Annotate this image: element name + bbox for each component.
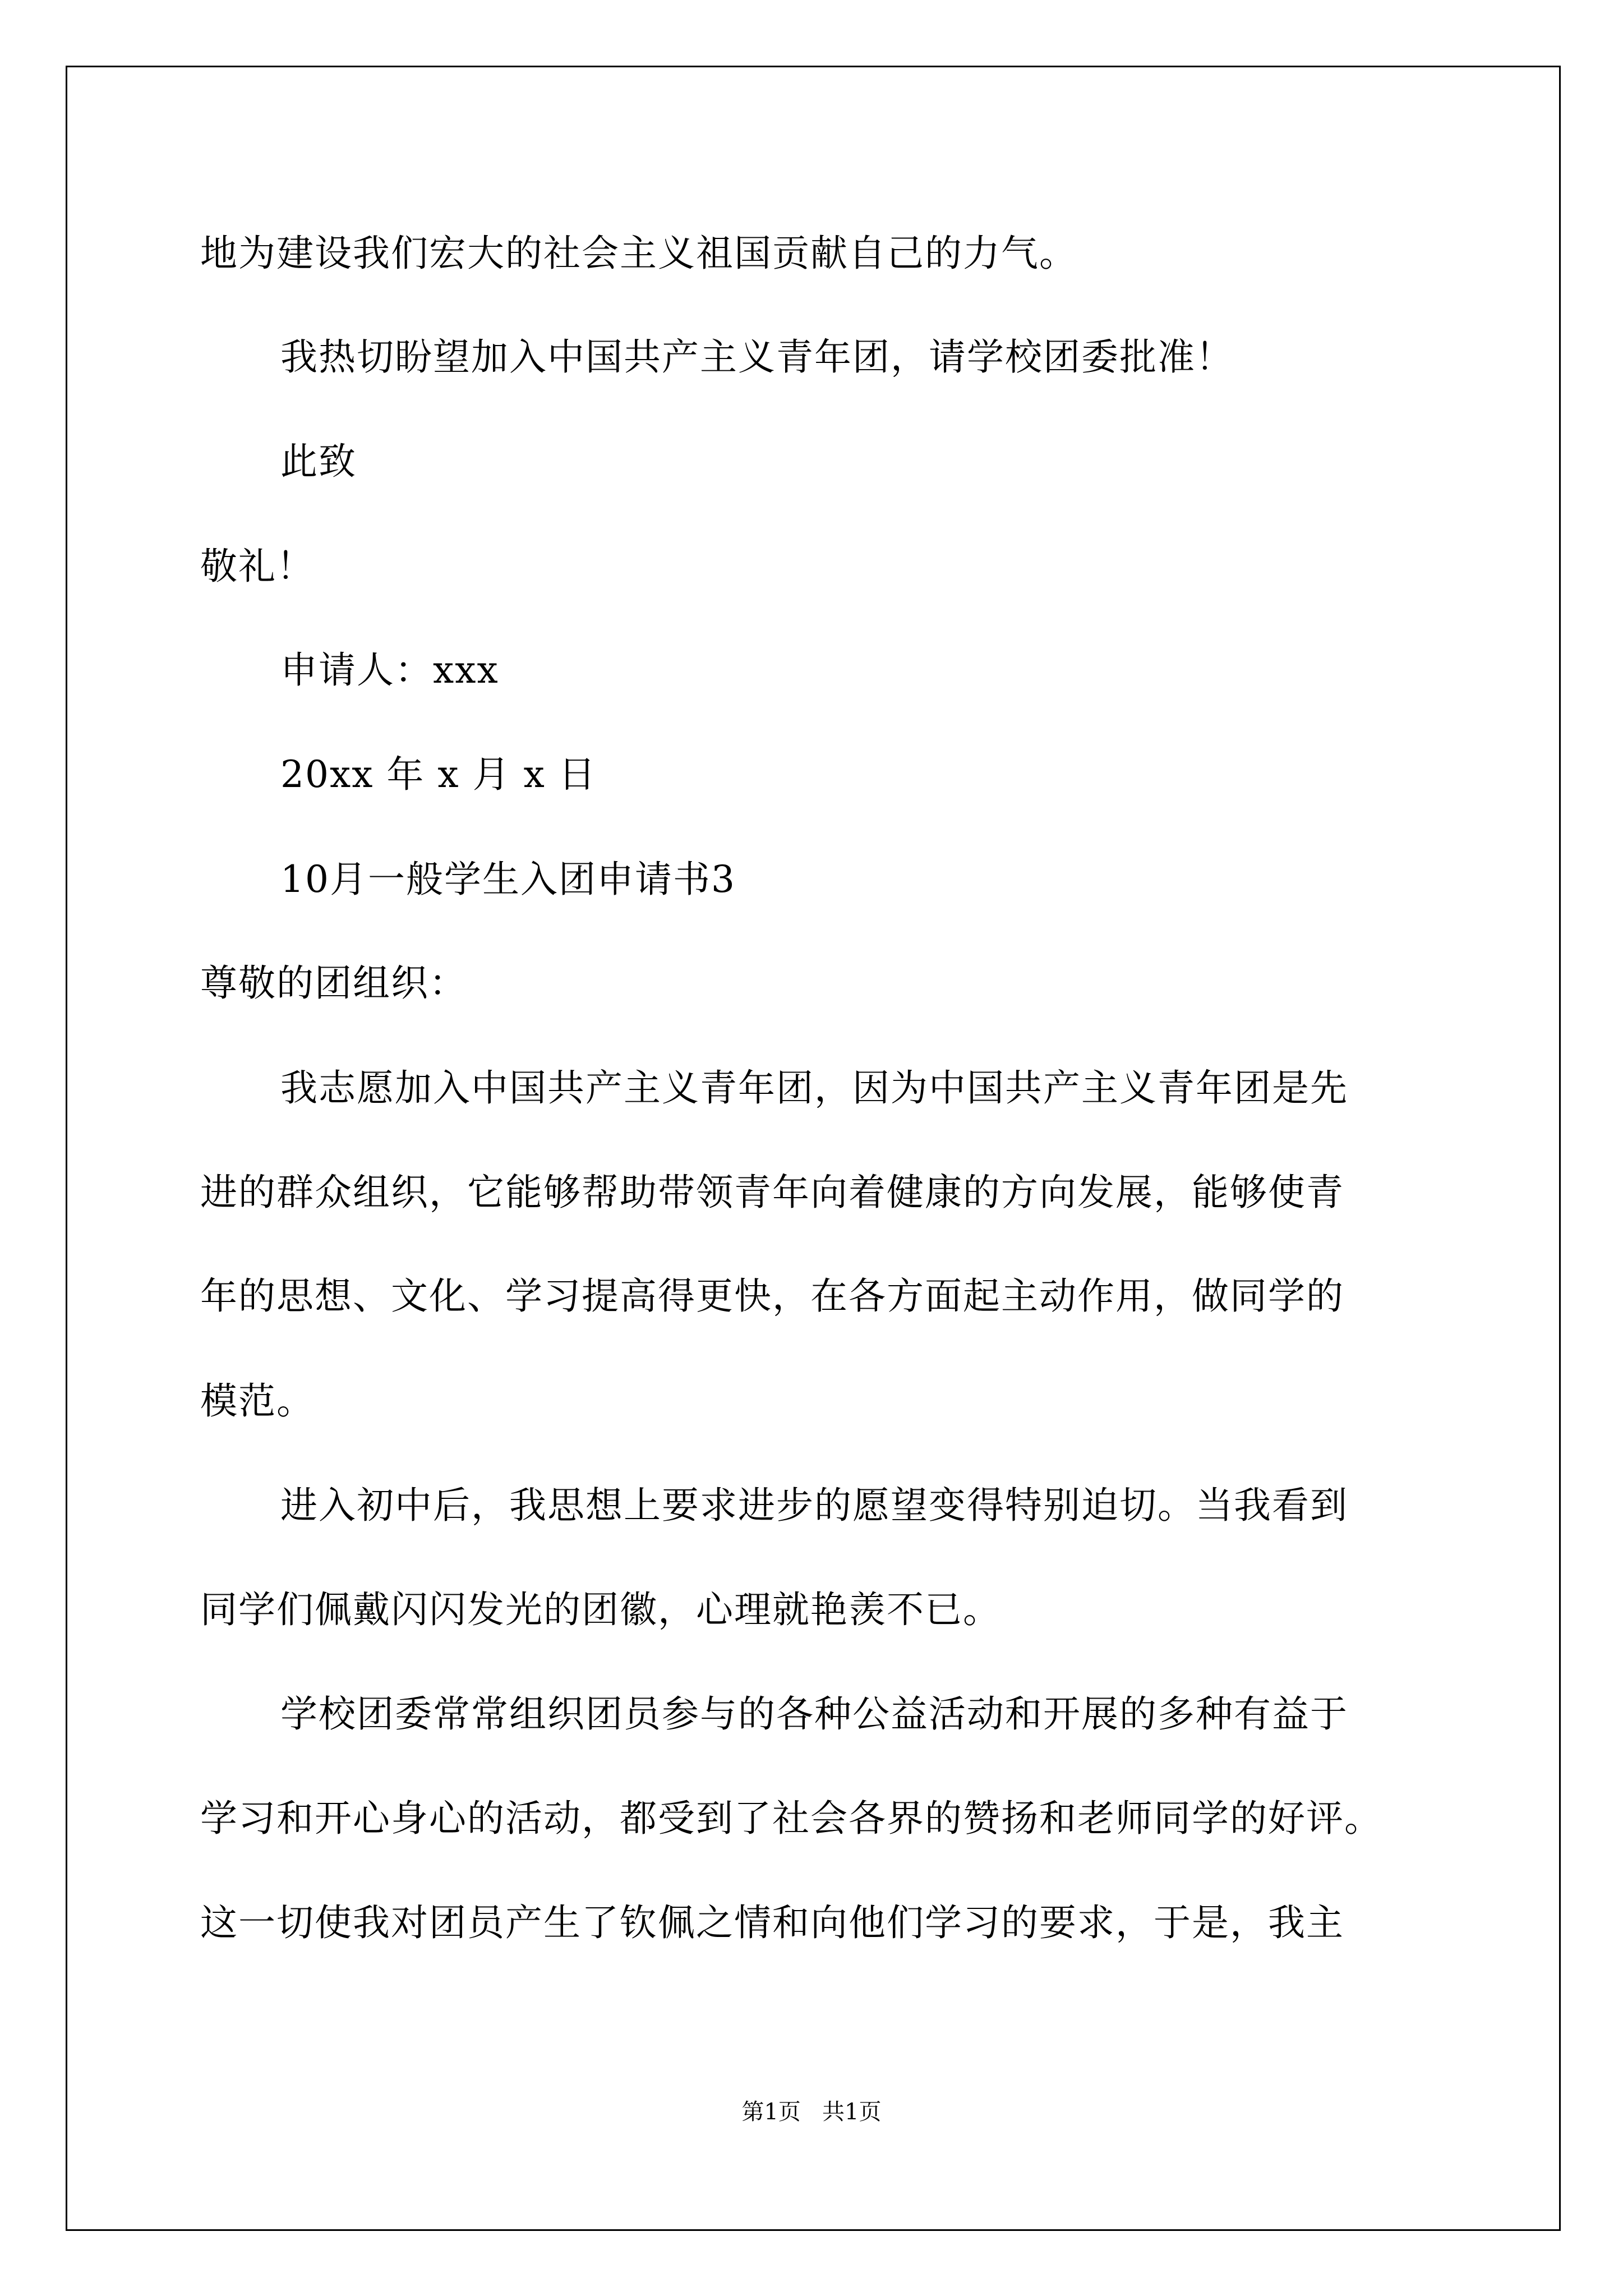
- text-line-heading: 10月一般学生入团申请书3: [280, 858, 736, 901]
- text-line-11: 年的思想、文化、学习提高得更快，在各方面起主动作用，做同学的: [200, 1274, 1344, 1318]
- text-line-regards: 敬礼！: [200, 545, 315, 588]
- page-footer: 第1页 共1页: [741, 2099, 882, 2125]
- text-line-12: 模范。: [200, 1379, 315, 1423]
- text-line-13: 进入初中后，我思想上要求进步的愿望变得特别迫切。当我看到: [280, 1484, 1348, 1527]
- text-line-9: 我志愿加入中国共产主义青年团，因为中国共产主义青年团是先: [280, 1066, 1348, 1110]
- text-line-1: 地为建设我们宏大的社会主义祖国贡献自己的力气。: [200, 232, 1077, 275]
- text-line-17: 这一切使我对团员产生了钦佩之情和向他们学习的要求，于是，我主: [200, 1901, 1344, 1944]
- text-line-2: 我热切盼望加入中国共产主义青年团，请学校团委批准！: [280, 335, 1234, 379]
- text-line-16: 学习和开心身心的活动，都受到了社会各界的赞扬和老师同学的好评。: [200, 1797, 1382, 1840]
- text-line-applicant: 申请人：xxx: [280, 648, 499, 692]
- text-line-14: 同学们佩戴闪闪发光的团徽，心理就艳羡不已。: [200, 1588, 1001, 1631]
- text-line-15: 学校团委常常组织团员参与的各种公益活动和开展的多种有益于: [280, 1692, 1348, 1736]
- text-line-salutation: 此致: [280, 440, 357, 483]
- text-line-10: 进的群众组织，它能够帮助带领青年向着健康的方向发展，能够使青: [200, 1171, 1344, 1214]
- text-line-greeting: 尊敬的团组织：: [200, 961, 467, 1005]
- text-line-date: 20xx 年 x 月 x 日: [280, 753, 597, 796]
